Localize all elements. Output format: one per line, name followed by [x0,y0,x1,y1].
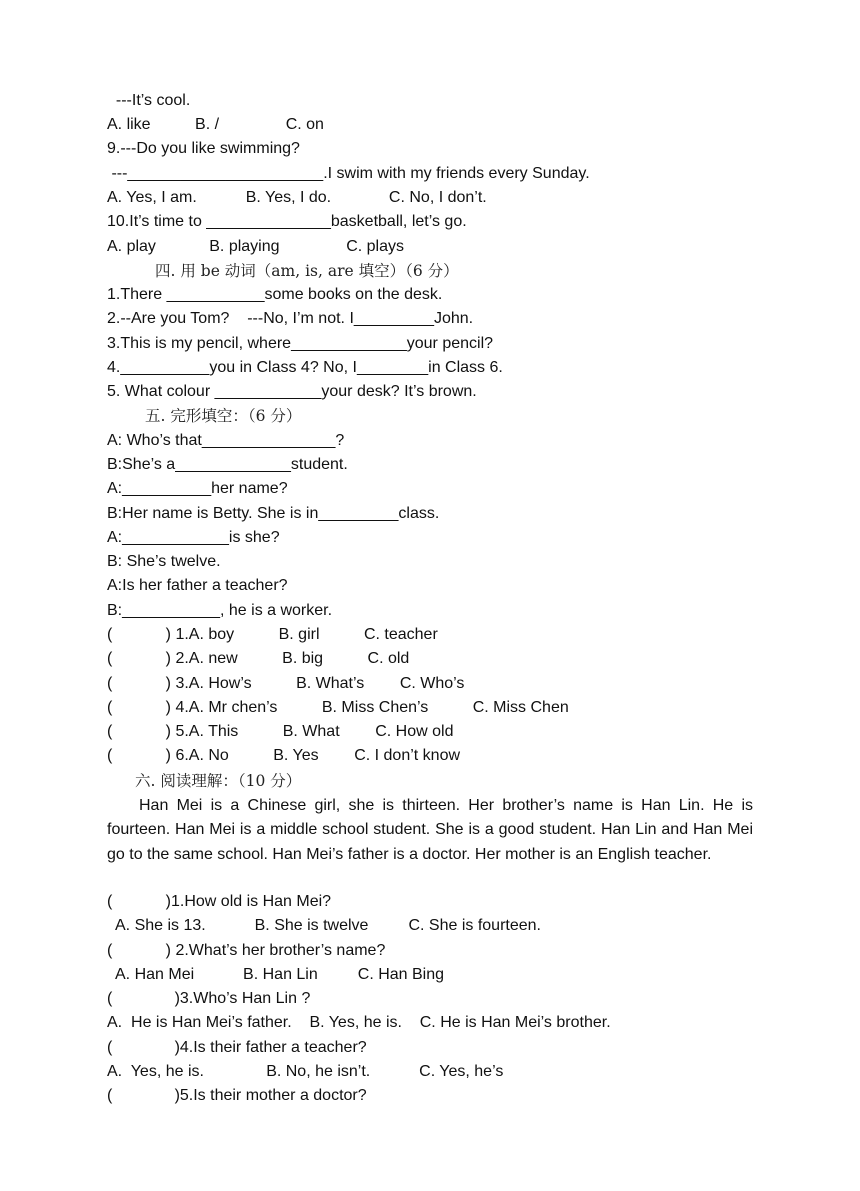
be-verb-question-3: 3.This is my pencil, where_____________your pencil? [107,335,494,352]
be-verb-question-5: 5. What colour ____________your desk? It’s brown. [107,383,477,400]
dialogue-line: A:Is her father a teacher? [107,577,288,594]
section-5-heading: 五. 完形填空：（6 分） [145,407,302,425]
dialogue-line: B:She’s a_____________student. [107,456,348,473]
dialogue-line: B:___________, he is a worker. [107,602,333,619]
cloze-option-row: ( ) 2.A. new B. big C. old [107,650,410,667]
reading-passage: Han Mei is a Chinese girl, she is thirteen. Her brother’s name is Han Lin. He is fourteen. Han Mei is a middle school student. She is a good student. Han Lin and Han Mei go to the same school. Han Mei’s father is a doctor. Her mother is an English teacher. [107,797,753,863]
reading-question-2: ( ) 2.What’s her brother’s name? [107,942,386,959]
options-line: A. play B. playing C. plays [107,238,404,255]
options-line: A. She is 13. B. She is twelve C. She is fourteen. [107,917,541,934]
be-verb-question-4: 4.__________you in Class 4? No, I________in Class 6. [107,359,503,376]
question-10: 10.It’s time to ______________basketball, let’s go. [107,213,467,230]
options-line: A. He is Han Mei’s father. B. Yes, he is. C. He is Han Mei’s brother. [107,1014,611,1031]
cloze-option-row: ( ) 3.A. How’s B. What’s C. Who’s [107,675,465,692]
section-6-heading: 六. 阅读理解：（10 分） [135,772,302,790]
dialogue-line: A:__________her name? [107,480,288,497]
reading-question-3: ( )3.Who’s Han Lin ? [107,990,311,1007]
cloze-option-row: ( ) 1.A. boy B. girl C. teacher [107,626,438,643]
reading-question-1: ( )1.How old is Han Mei? [107,893,332,910]
be-verb-question-1: 1.There ___________some books on the desk. [107,286,443,303]
cloze-option-row: ( ) 6.A. No B. Yes C. I don’t know [107,747,461,764]
cloze-option-row: ( ) 5.A. This B. What C. How old [107,723,454,740]
options-line: A. Han Mei B. Han Lin C. Han Bing [107,966,445,983]
reading-question-5: ( )5.Is their mother a doctor? [107,1087,367,1104]
dialogue-line: B:Her name is Betty. She is in_________class. [107,505,440,522]
dialogue-line: B: She’s twelve. [107,553,221,570]
question-9: 9.---Do you like swimming? [107,140,300,157]
answer-blank-line: ---______________________.I swim with my friends every Sunday. [107,165,590,182]
options-line: A. like B. / C. on [107,116,324,133]
dialogue-line: A: Who’s that_______________? [107,432,345,449]
answer-line: ---It’s cool. [107,92,191,109]
dialogue-line: A:____________is she? [107,529,280,546]
options-line: A. Yes, he is. B. No, he isn’t. C. Yes, he’s [107,1063,504,1080]
cloze-option-row: ( ) 4.A. Mr chen’s B. Miss Chen’s C. Miss Chen [107,699,569,716]
be-verb-question-2: 2.--Are you Tom? ---No, I’m not. I_________John. [107,310,474,327]
section-4-heading: 四. 用 be 动词（am, is, are 填空）（6 分） [155,262,459,280]
reading-question-4: ( )4.Is their father a teacher? [107,1039,367,1056]
options-line: A. Yes, I am. B. Yes, I do. C. No, I don’t. [107,189,487,206]
